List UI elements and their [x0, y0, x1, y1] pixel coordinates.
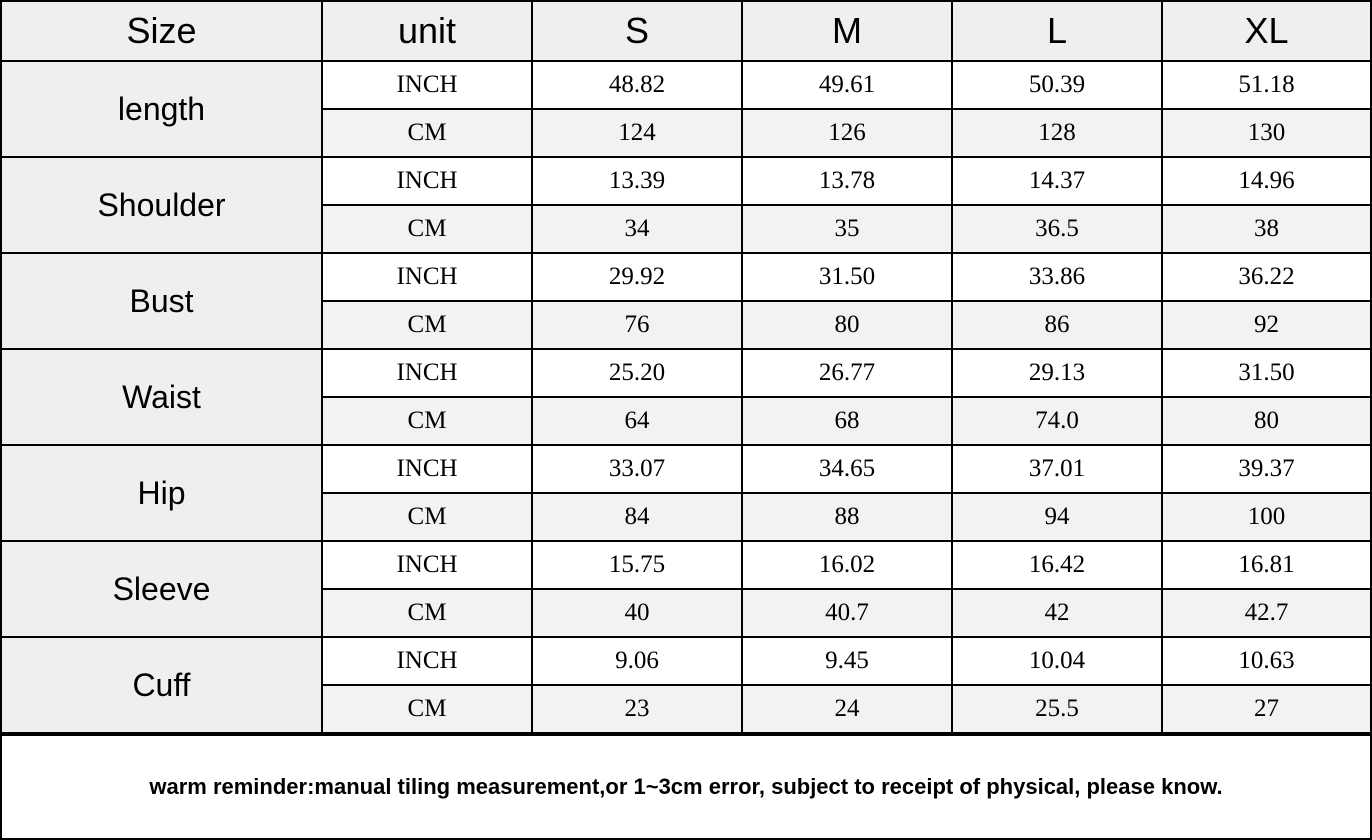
- table-row: [2, 157, 1370, 205]
- value-cell: 13.39: [532, 157, 742, 205]
- unit-cm: CM: [322, 301, 532, 349]
- value-cell: 84: [532, 493, 742, 541]
- value-cell: 31.50: [742, 253, 952, 301]
- value-cell: 94: [952, 493, 1162, 541]
- value-cell: 92: [1162, 301, 1370, 349]
- value-cell: 35: [742, 205, 952, 253]
- value-cell: 48.82: [532, 61, 742, 109]
- value-cell: 31.50: [1162, 349, 1370, 397]
- measure-name-sleeve: Sleeve: [2, 541, 322, 637]
- header-size-xl: XL: [1162, 2, 1370, 61]
- value-cell: 80: [1162, 397, 1370, 445]
- value-cell: 10.63: [1162, 637, 1370, 685]
- value-cell: 16.42: [952, 541, 1162, 589]
- unit-cm: CM: [322, 589, 532, 637]
- value-cell: 13.78: [742, 157, 952, 205]
- measure-name-waist: Waist: [2, 349, 322, 445]
- value-cell: 14.37: [952, 157, 1162, 205]
- value-cell: 49.61: [742, 61, 952, 109]
- unit-cm: CM: [322, 685, 532, 733]
- table-row: [2, 637, 1370, 685]
- value-cell: 40: [532, 589, 742, 637]
- value-cell: 86: [952, 301, 1162, 349]
- unit-inch: INCH: [322, 445, 532, 493]
- warm-reminder-note: warm reminder:manual tiling measurement,or 1~3cm error, subject to receipt of physical, please know.: [2, 734, 1370, 838]
- value-cell: 16.02: [742, 541, 952, 589]
- value-cell: 25.20: [532, 349, 742, 397]
- header-unit: unit: [322, 2, 532, 61]
- value-cell: 128: [952, 109, 1162, 157]
- value-cell: 9.06: [532, 637, 742, 685]
- value-cell: 126: [742, 109, 952, 157]
- value-cell: 74.0: [952, 397, 1162, 445]
- value-cell: 36.5: [952, 205, 1162, 253]
- value-cell: 37.01: [952, 445, 1162, 493]
- measure-name-bust: Bust: [2, 253, 322, 349]
- value-cell: 10.04: [952, 637, 1162, 685]
- value-cell: 24: [742, 685, 952, 733]
- value-cell: 15.75: [532, 541, 742, 589]
- value-cell: 68: [742, 397, 952, 445]
- unit-inch: INCH: [322, 253, 532, 301]
- header-size-l: L: [952, 2, 1162, 61]
- header-row: [2, 2, 1370, 61]
- value-cell: 16.81: [1162, 541, 1370, 589]
- unit-cm: CM: [322, 205, 532, 253]
- value-cell: 29.13: [952, 349, 1162, 397]
- unit-cm: CM: [322, 109, 532, 157]
- value-cell: 51.18: [1162, 61, 1370, 109]
- value-cell: 42: [952, 589, 1162, 637]
- value-cell: 27: [1162, 685, 1370, 733]
- value-cell: 38: [1162, 205, 1370, 253]
- value-cell: 34: [532, 205, 742, 253]
- value-cell: 23: [532, 685, 742, 733]
- value-cell: 33.07: [532, 445, 742, 493]
- measure-name-shoulder: Shoulder: [2, 157, 322, 253]
- value-cell: 26.77: [742, 349, 952, 397]
- unit-cm: CM: [322, 493, 532, 541]
- value-cell: 33.86: [952, 253, 1162, 301]
- unit-cm: CM: [322, 397, 532, 445]
- unit-inch: INCH: [322, 61, 532, 109]
- unit-inch: INCH: [322, 637, 532, 685]
- value-cell: 50.39: [952, 61, 1162, 109]
- header-size-m: M: [742, 2, 952, 61]
- value-cell: 25.5: [952, 685, 1162, 733]
- value-cell: 36.22: [1162, 253, 1370, 301]
- table-row: [2, 541, 1370, 589]
- value-cell: 39.37: [1162, 445, 1370, 493]
- header-size: Size: [2, 2, 322, 61]
- value-cell: 76: [532, 301, 742, 349]
- table-row: [2, 253, 1370, 301]
- measure-name-length: length: [2, 61, 322, 157]
- value-cell: 14.96: [1162, 157, 1370, 205]
- value-cell: 34.65: [742, 445, 952, 493]
- value-cell: 80: [742, 301, 952, 349]
- table-row: [2, 445, 1370, 493]
- unit-inch: INCH: [322, 157, 532, 205]
- value-cell: 88: [742, 493, 952, 541]
- size-table: [2, 2, 1370, 734]
- header-size-s: S: [532, 2, 742, 61]
- table-row: [2, 349, 1370, 397]
- measure-name-cuff: Cuff: [2, 637, 322, 733]
- value-cell: 40.7: [742, 589, 952, 637]
- value-cell: 42.7: [1162, 589, 1370, 637]
- value-cell: 64: [532, 397, 742, 445]
- unit-inch: INCH: [322, 349, 532, 397]
- measure-name-hip: Hip: [2, 445, 322, 541]
- table-row: [2, 61, 1370, 109]
- unit-inch: INCH: [322, 541, 532, 589]
- value-cell: 130: [1162, 109, 1370, 157]
- value-cell: 100: [1162, 493, 1370, 541]
- value-cell: 29.92: [532, 253, 742, 301]
- value-cell: 124: [532, 109, 742, 157]
- value-cell: 9.45: [742, 637, 952, 685]
